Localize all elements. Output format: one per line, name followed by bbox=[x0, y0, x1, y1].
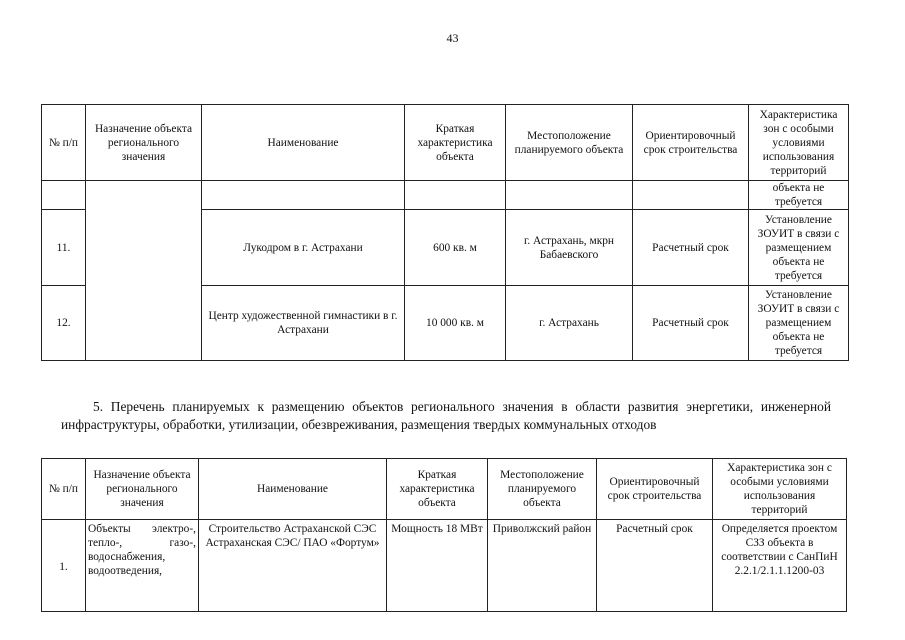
table-header-row bbox=[42, 459, 847, 520]
cell-purpose: Объекты электро-, тепло-, газо-, водоснабжения, водоотведения, bbox=[86, 520, 199, 612]
table-row-continuation bbox=[42, 181, 849, 210]
header-cell-number: № п/п bbox=[42, 105, 86, 181]
cell-location: Приволжский район bbox=[488, 520, 597, 612]
header-cell-location: Местоположение планируемого объекта bbox=[488, 459, 597, 520]
page-number: 43 bbox=[446, 31, 459, 45]
cell-name: Лукодром в г. Астрахани bbox=[202, 210, 405, 286]
table-row bbox=[42, 520, 847, 612]
cell-term: Расчетный срок bbox=[597, 520, 713, 612]
cell-brief: 10 000 кв. м bbox=[405, 286, 506, 361]
header-cell-purpose: Назначение объекта регионального значения bbox=[86, 459, 199, 520]
cell-empty bbox=[405, 181, 506, 210]
cell-purpose-merged bbox=[86, 181, 202, 361]
cell-term: Расчетный срок bbox=[633, 210, 749, 286]
cell-brief: 600 кв. м bbox=[405, 210, 506, 286]
header-cell-purpose: Назначение объекта регионального значения bbox=[86, 105, 202, 181]
cell-name: Строительство Астраханской СЭС Астраханская СЭС/ ПАО «Фортум» bbox=[199, 520, 387, 612]
objects-table-energy bbox=[41, 458, 847, 612]
cell-empty bbox=[506, 181, 633, 210]
cell-zones: Определяется проектом СЗЗ объекта в соответствии с СанПиН 2.2.1/2.1.1.1200-03 bbox=[713, 520, 847, 612]
header-cell-brief: Краткая характеристика объекта bbox=[387, 459, 488, 520]
cell-term: Расчетный срок bbox=[633, 286, 749, 361]
cell-number: 1. bbox=[42, 520, 86, 612]
cell-name: Центр художественной гимнастики в г. Астрахани bbox=[202, 286, 405, 361]
cell-zones-continuation: объекта не требуется bbox=[749, 181, 849, 210]
cell-empty bbox=[202, 181, 405, 210]
header-cell-brief: Краткая характеристика объекта bbox=[405, 105, 506, 181]
cell-number: 11. bbox=[42, 210, 86, 286]
cell-empty bbox=[42, 181, 86, 210]
cell-number: 12. bbox=[42, 286, 86, 361]
header-cell-zones: Характеристика зон с особыми условиями использования территорий bbox=[749, 105, 849, 181]
cell-brief: Мощность 18 МВт bbox=[387, 520, 488, 612]
header-cell-term: Ориентировочный срок строительства bbox=[597, 459, 713, 520]
header-cell-term: Ориентировочный срок строительства bbox=[633, 105, 749, 181]
header-cell-number: № п/п bbox=[42, 459, 86, 520]
table-header-row bbox=[42, 105, 849, 181]
cell-zones: Установление ЗОУИТ в связи с размещением объекта не требуется bbox=[749, 210, 849, 286]
header-cell-name: Наименование bbox=[199, 459, 387, 520]
objects-table-sport bbox=[41, 104, 849, 361]
cell-empty bbox=[633, 181, 749, 210]
cell-location: г. Астрахань, мкрн Бабаевского bbox=[506, 210, 633, 286]
header-cell-location: Местоположение планируемого объекта bbox=[506, 105, 633, 181]
cell-location: г. Астрахань bbox=[506, 286, 633, 361]
cell-zones: Установление ЗОУИТ в связи с размещением объекта не требуется bbox=[749, 286, 849, 361]
section-heading: 5. Перечень планируемых к размещению объектов регионального значения в области развития энергетики, инженерной инфраструктуры, обработки, утилизации, обезвреживания, размещения твердых коммунальных отходов bbox=[61, 399, 831, 432]
header-cell-name: Наименование bbox=[202, 105, 405, 181]
header-cell-zones: Характеристика зон с особыми условиями использования территорий bbox=[713, 459, 847, 520]
